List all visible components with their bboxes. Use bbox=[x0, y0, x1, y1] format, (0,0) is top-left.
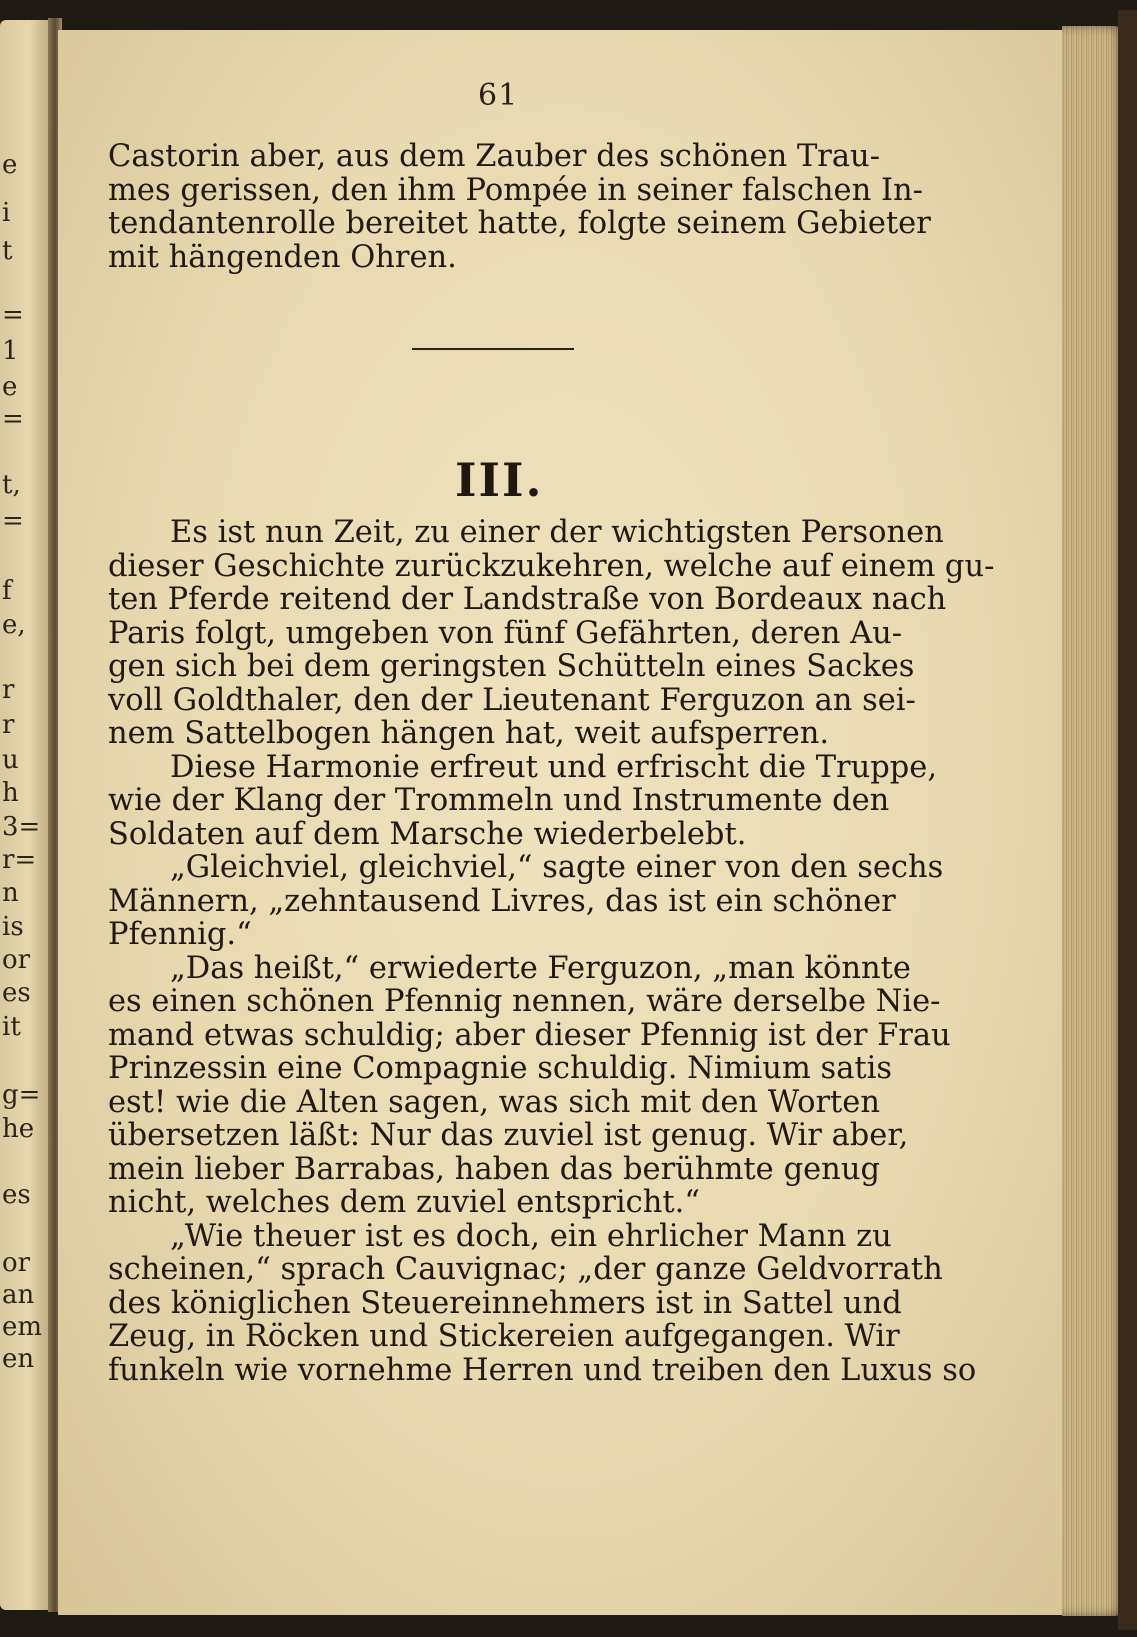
text-line: es einen schönen Pfennig nennen, wäre derselbe Nie- bbox=[108, 984, 941, 1019]
text-line: Soldaten auf dem Marsche wiederbelebt. bbox=[108, 816, 747, 852]
text-line: mand etwas schuldig; aber dieser Pfennig ist der Frau bbox=[108, 1017, 951, 1053]
text-line: funkeln wie vornehme Herren und treiben den Luxus so bbox=[108, 1352, 977, 1388]
text-line: wie der Klang der Trommeln und Instrumente den bbox=[108, 783, 890, 818]
left-page-fragment: it bbox=[2, 1012, 21, 1042]
text-line: nicht, welches dem zuviel entspricht.“ bbox=[108, 1185, 700, 1220]
text-line: „Gleichviel, gleichviel,“ sagte einer von den sechs bbox=[170, 850, 944, 885]
section-divider bbox=[412, 348, 574, 350]
left-page-fragment: e bbox=[2, 372, 18, 402]
left-page-fragment: e, bbox=[2, 610, 26, 640]
text-line: Pfennig.“ bbox=[108, 917, 252, 952]
left-page-fragment: em bbox=[2, 1312, 43, 1342]
text-line: Castorin aber, aus dem Zauber des schönen Trau- bbox=[108, 139, 880, 174]
left-page-fragment: 1 bbox=[2, 336, 19, 366]
left-page-fragment: u bbox=[2, 745, 19, 775]
text-line: ten Pferde reitend der Landstraße von Bordeaux nach bbox=[108, 582, 947, 617]
left-page-fragment: or bbox=[2, 1248, 31, 1278]
text-line: „Das heißt,“ erwiederte Ferguzon, „man könnte bbox=[170, 950, 911, 986]
text-line: mein lieber Barrabas, haben das berühmte genug bbox=[108, 1151, 880, 1187]
left-page-fragment: t, bbox=[2, 470, 21, 500]
text-line: scheinen,“ sprach Cauvignac; „der ganze Geldvorrath bbox=[108, 1252, 943, 1287]
text-line: nem Sattelbogen hängen hat, weit aufsperren. bbox=[108, 716, 830, 751]
text-line: gen sich bei dem geringsten Schütteln eines Sackes bbox=[108, 649, 915, 684]
left-page-fragment: en bbox=[2, 1344, 35, 1374]
left-page-fragment: = bbox=[2, 300, 24, 330]
paragraph-castorin bbox=[108, 139, 931, 275]
left-page-edge bbox=[0, 20, 52, 1610]
left-page-fragment: i bbox=[2, 198, 11, 228]
left-page-fragment: he bbox=[2, 1114, 35, 1144]
left-page-fragment: es bbox=[2, 978, 31, 1008]
left-page-fragment: is bbox=[2, 912, 24, 942]
left-page-fragment: = bbox=[2, 404, 24, 434]
text-line: voll Goldthaler, den der Lieutenant Ferguzon an sei- bbox=[108, 682, 916, 718]
left-page-fragment: = bbox=[2, 506, 24, 536]
left-page-fragment: e bbox=[2, 150, 18, 180]
left-page-fragment: r bbox=[2, 675, 15, 705]
page-number: 61 bbox=[478, 78, 519, 113]
book-cover-edge bbox=[1118, 10, 1137, 1630]
left-page-fragment: r bbox=[2, 710, 15, 740]
text-line: Zeug, in Röcken und Stickereien aufgegangen. Wir bbox=[108, 1319, 900, 1354]
left-page-fragment: 3= bbox=[2, 812, 41, 842]
left-page-fragment: r= bbox=[2, 845, 37, 875]
text-line: übersetzen läßt: Nur das zuviel ist genug. Wir aber, bbox=[108, 1118, 909, 1153]
text-line: mit hängenden Ohren. bbox=[108, 239, 457, 275]
text-line: tendantenrolle bereitet hatte, folgte seinem Gebieter bbox=[108, 206, 931, 241]
text-line: Diese Harmonie erfreut und erfrischt die Truppe, bbox=[170, 749, 938, 785]
left-page-fragment: t bbox=[2, 236, 13, 266]
left-page-fragment: h bbox=[2, 778, 19, 808]
text-line: des königlichen Steuereinnehmers ist in Sattel und bbox=[108, 1285, 902, 1321]
left-page-fragment: f bbox=[2, 576, 12, 606]
text-line: Prinzessin eine Compagnie schuldig. Nimium satis bbox=[108, 1051, 893, 1086]
text-line: Männern, „zehntausend Livres, das ist ein schöner bbox=[108, 883, 896, 919]
text-line: est! wie die Alten sagen, was sich mit den Worten bbox=[108, 1084, 880, 1120]
left-page-fragment: an bbox=[2, 1280, 35, 1310]
text-line: mes gerissen, den ihm Pompée in seiner falschen In- bbox=[108, 172, 923, 208]
text-line: „Wie theuer ist es doch, ein ehrlicher Mann zu bbox=[170, 1218, 892, 1254]
chapter-heading: III. bbox=[455, 453, 544, 507]
left-page-fragment: g= bbox=[2, 1080, 41, 1110]
chapter-body bbox=[108, 515, 995, 1388]
left-page-fragment: es bbox=[2, 1180, 31, 1210]
text-line: Es ist nun Zeit, zu einer der wichtigsten Personen bbox=[170, 515, 944, 550]
left-page-fragment: n bbox=[2, 878, 19, 908]
page-edges bbox=[1062, 26, 1124, 1616]
left-page-fragment: or bbox=[2, 945, 31, 975]
text-line: Paris folgt, umgeben von fünf Gefährten, deren Au- bbox=[108, 615, 903, 651]
text-line: dieser Geschichte zurückzukehren, welche auf einem gu- bbox=[108, 548, 995, 584]
